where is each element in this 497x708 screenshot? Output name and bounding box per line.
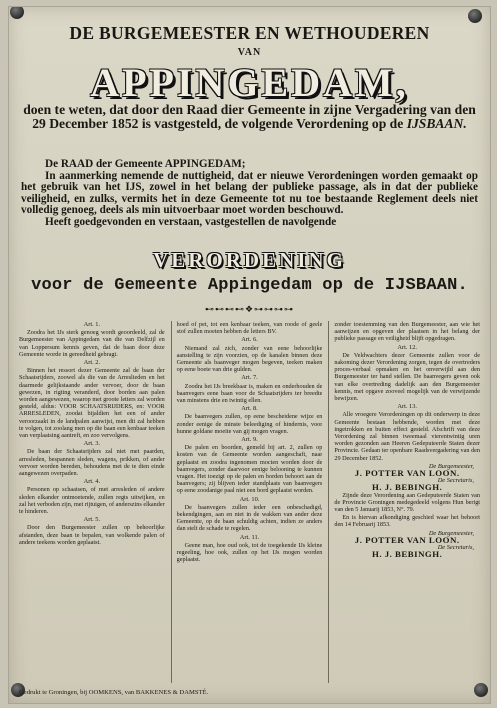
- signatory-role: De Burgemeester,: [428, 529, 475, 537]
- article-text: De palen en boorden, gemeld bij art. 2, zullen op kosten van de Gemeente worden aangeschaft, naar geplaatst en zoodra ingenomen mocten worden door de baanvegers, zonder daarvoor eenige belooning te kunnen vragen. Het toezigt op de palen en borden behoort aan de baanvegers; zij blijven ieder standplaats van baanvegers op eene zoodanige paal niet een bord geplaatst worden.: [176, 444, 323, 495]
- publication-text: En is hiervan afkondiging geschied waar het behoort den 14 Februarij 1853.: [334, 514, 481, 529]
- article-heading: Art. 12.: [397, 343, 418, 351]
- column-1: [19, 321, 165, 683]
- pin-icon: [10, 6, 24, 19]
- council-resolution: Heeft goedgevonden en verstaan, vastgestellen de navolgende: [45, 215, 337, 228]
- council-considerations: In aanmerking nemende de nuttigheid, dat er nieuwe Verordeningen worden gemaakt op het gebruik van het IJS, zowel in het belang der publieke passage, als in dat der publieke veiligheid, en zulks, vermits het in deze Gemeente tot nu toe bestaande Reglement deels niet volledig genoeg, deels als min uitvoerbaar moet worden beschouwd.: [21, 169, 478, 216]
- authority-heading: DE BURGEMEESTER EN WETHOUDEREN: [69, 23, 430, 43]
- article-heading: Art. 3.: [83, 440, 101, 448]
- ordinance-subtitle: voor de Gemeente Appingedam op de IJSBAAN.: [31, 276, 468, 295]
- council-preamble: [21, 159, 478, 228]
- town-name: APPINGEDAM,: [90, 60, 409, 105]
- van-label: VAN: [237, 47, 262, 58]
- signatory-name: H. J. BEBINGH.: [372, 549, 443, 560]
- signatory-role: De Burgemeester,: [428, 462, 475, 470]
- article-text: Alle vroegere Verordeningen op dit onderwerp in deze Gemeente bestaan hebbende, worden met deze ingetrokken en buiten effect gesteld. Afschrift van deze Verordening zal binnen tweemaal vierentwintig uren worden gezonden aan Heeren Gedeputeerde Staten dezer Provincie. Gedaan ter openbare Raadsvergadering van den 29 December 1852.: [334, 411, 481, 462]
- article-text: hoed of pet, tot een kenbaar teeken, van roode of geele stof zullen moeten hebben de letters BV.: [176, 321, 323, 336]
- column-2: [171, 321, 323, 683]
- article-heading: Art. 10.: [239, 495, 260, 503]
- article-heading: Art. 6.: [241, 336, 258, 344]
- article-heading: Art. 2.: [83, 359, 101, 367]
- poster: [8, 6, 491, 704]
- article-text: Niemand zal zich, zonder van eene behoorlijke aanstelling te zijn voorzien, op de kanalen binnen deze Gemeente als baanveger mogen begeven, teeken maken op eene boete van drie gulden.: [176, 344, 323, 374]
- articles-columns: [19, 321, 480, 683]
- ordinance-title: VERORDENING: [153, 248, 346, 272]
- printer-imprint: Gedrukt te Groningen, bij OOMKENS, van BAKKENES & DAMSTÉ.: [19, 689, 209, 696]
- signatory-name: J. POTTER VAN LOON.: [354, 534, 460, 545]
- article-text: Binnen het ressort dezer Gemeente zal de baan der Schaatsrijders, zoowel als die van de Arreslieden en het daarmede gelijkstaande ander vervoer, door de baan gewezen, in rigting veranderd, door borden aan palen worden aangewezen, waarop met groote letters zal worden gesteld, aldus: VOOR SCHAATSRIJDERS, en: VOOR ARRESLEDEN, zoodat bijaldien het een of ander veroorzaakt in de landpalen aanwijst, men dit zal hebben te volgen, tot zoolang men op die baan een kenbaar teeken van verplaatsing aantreft, en zoo vervolgens.: [19, 367, 165, 440]
- signatory-name: J. POTTER VAN LOON.: [354, 468, 460, 479]
- article-text: Zoodra het IJs sterk genoeg wordt geoordeeld, zal de Burgemeester van Appingedam van die van Delfzijl en van Loppersum kennis geven, dat de baan door deze Gemeente worde in gereedheid gebragt.: [19, 329, 165, 358]
- article-text: De baanvegers zullen, op eene bescheidene wijze en zonder eenige de minste beleediging of hindernis, voor hunne goldane moeite van gij mogen vragen.: [176, 413, 323, 435]
- article-heading: Art. 4.: [83, 478, 101, 486]
- article-text: Zoodra het IJs breekbaar is, maken en onderhouden de baanvegers eene baan voor de Schaatsrijders ter breedte van minstens drie en twintig ellen.: [176, 382, 323, 405]
- column-3: [328, 321, 480, 683]
- article-heading: Art. 13.: [397, 403, 418, 411]
- approval-text: Zijnde deze Verordening aan Gedeputeerde Staten van de Provincie Groningen medegedeeld volgens Hun berigt van den 5 Januarij 1853, N°. 79.: [334, 491, 481, 514]
- intro-subject: IJSBAAN.: [406, 116, 467, 131]
- pin-icon: [468, 9, 482, 23]
- intro-body: doen te weten, dat door den Raad dier Gemeente in zijne Vergadering van den 29 December 1852 is vastgesteld, de volgende Verordening op de: [23, 102, 476, 131]
- article-text: De baanvegers zullen ieder een onbeschadigd, bekendgingen, aan en niet in de wakken van ander deze Gemeente, op de baan schuldig achten, indien ze anders dan stelt de schade te regelen.: [176, 503, 323, 533]
- article-heading: Art. 5.: [83, 516, 101, 524]
- article-heading: Art. 11.: [239, 533, 260, 541]
- signatory-role: De Secretaris,: [437, 544, 475, 552]
- article-text: De baan der Schaatsrijders zal niet met paarden, arresleden, bespannen sleden, wagens, prikken, of ander vervoer worden bereden, behoudens met de te dien einde aangewezen overpaden.: [19, 448, 165, 478]
- article-text: Personen op schaatsen, of met arresleden of andere sleden elkander ontmoetende, zullen regts uitwijken, en zal het verboden zijn, met rijtuigen, of anderszins elkander te hinderen.: [19, 486, 165, 516]
- article-heading: Art. 8.: [241, 405, 258, 413]
- article-text: zonder toestemming van den Burgemeester, aan wie het aanwijzen en opgeven der plaatsen in het belang der publieke passage en veiligheid blijft opgedragen.: [334, 321, 481, 343]
- intro-text: [21, 103, 478, 131]
- article-text: De Veldwachters dezer Gemeente zullen voor de nakoming dezer Verordening zorgen, tegen de overtreders proces-verbaal opmaken en het onverwijld aan den Burgemeester ter hand stellen. De baanvegers geven ook van elke overtreding dadelijk aan den Burgemeester kennis, met opgave zooveel mogelijk van de verwijzende bewijzen.: [334, 351, 481, 403]
- article-text: Geene man, hoe oud ook, tot de toegekende IJs kleine regeeling, hoe ook, zullen op het IJs mogen worden geplaatst.: [176, 541, 323, 564]
- signatory-role: De Secretaris,: [437, 477, 475, 485]
- article-heading: Art. 7.: [241, 374, 258, 382]
- ornament-divider: ⊷⊷⊷⊷❖⊶⊶⊶⊶: [204, 304, 295, 314]
- council-opening: De RAAD der Gemeente APPINGEDAM;: [45, 158, 246, 170]
- article-heading: Art. 1.: [83, 321, 101, 328]
- signatory-name: H. J. BEBINGH.: [372, 482, 443, 493]
- article-text: Door den Burgemeester zullen op behoorlijke afstanden, deze baan te bepalen, van wolkende palen of andere teekens worden geplaatst.: [19, 524, 165, 546]
- article-heading: Art. 9.: [241, 436, 258, 444]
